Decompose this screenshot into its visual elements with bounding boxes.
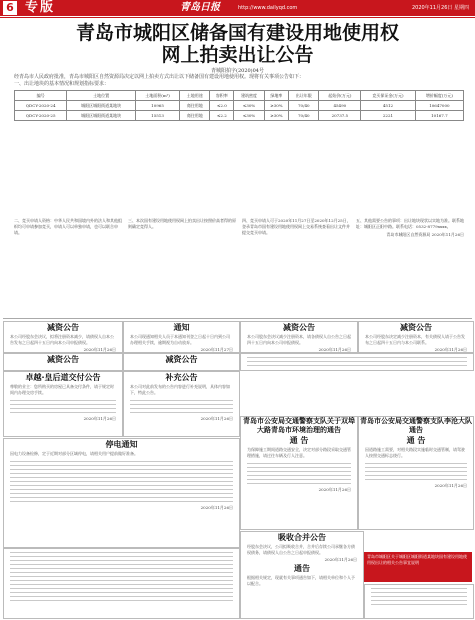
table-cell: 15513 bbox=[136, 111, 180, 121]
table-cell: 商住用地 bbox=[180, 101, 210, 111]
notice-power-outage bbox=[3, 438, 240, 548]
table-header: 编号 bbox=[15, 91, 67, 101]
table-cell: ≥30% bbox=[264, 111, 288, 121]
table-header: 土地用途 bbox=[180, 91, 210, 101]
final-banner bbox=[364, 552, 472, 582]
final-banner-text: 青岛市城阳区关于城阳区城阳街道某地块国有建设用地使用权出让的相关公告事宜说明 bbox=[367, 554, 467, 565]
notice-title: 卓越·皇后道交付公告 bbox=[25, 373, 101, 382]
notice-title: 补充公告 bbox=[165, 373, 198, 382]
notice-body: 因电力设备检修，定于近期对部分区域停电，请相关用户提前做好准备。 bbox=[10, 451, 138, 456]
notice-body: 尊敬的业主：您所购买的房屋已具备交付条件，请于规定时间内办理交房手续。 bbox=[10, 384, 114, 395]
notice-filler-block bbox=[3, 548, 240, 619]
table-cell: ≤2.0 bbox=[210, 101, 234, 111]
intro-text-2: 一、出让地块的基本情况和规划指标要求： bbox=[14, 81, 110, 87]
table-header: 土地面积(m²) bbox=[136, 91, 180, 101]
table-header: 起始价(万元) bbox=[319, 91, 361, 101]
notice-heading: 通 告 bbox=[406, 436, 426, 445]
notice-signature: 2020年11月26日 bbox=[434, 347, 467, 352]
notice-signature: 2020年11月26日 bbox=[200, 505, 233, 510]
notice-filler-strip bbox=[240, 353, 474, 371]
notice-traffic-police-1 bbox=[240, 416, 358, 530]
table-cell: 2221 bbox=[361, 111, 416, 121]
body-column-1 bbox=[14, 218, 124, 318]
table-cell: 城阳区城阳街道某地块 bbox=[67, 111, 136, 121]
notice-body: 本公司经股东决定减少注册资本，有关债权人请于公告发布之日起四十五日内与本公司联系。 bbox=[365, 334, 465, 345]
body-column-2 bbox=[128, 218, 238, 318]
intro-text: 经青岛市人民政府批准，青岛市城阳区自然资源局决定以网上拍卖方式出让以下储备国有建设用地使用权。现将有关事项公告如下： bbox=[14, 74, 305, 80]
notice-title: 青岛市公安局交通警察支队关于双埠大路青岛市环境治理的通告 bbox=[243, 417, 355, 434]
notice-traffic-police-2 bbox=[358, 416, 474, 530]
notice-title: 吸收合并公告 bbox=[278, 533, 326, 542]
body-paragraph: 四、竞买申请人可于2020年11月27日至2020年12月25日，登录青岛市国有建设用地使用权网上交易系统查看出让文件并提交竞买申请。 bbox=[242, 218, 351, 235]
notice-title: 通告 bbox=[294, 564, 310, 573]
section-label: 专版 bbox=[25, 0, 56, 15]
body-paragraph: 五、其他需要公告的事项：出让地块现状以实地为准。联系地址：城阳区正阳中路。联系电话：0532-8779xxxx。 bbox=[356, 218, 464, 229]
notice-title: 减资公告 bbox=[400, 323, 432, 332]
notice-signature: 2020年11月26日 bbox=[83, 347, 116, 352]
table-cell: ≤30% bbox=[234, 101, 264, 111]
notice-title: 减资公告 bbox=[47, 323, 79, 332]
table-cell: 45490 bbox=[319, 101, 361, 111]
table-cell: 商住用地 bbox=[180, 111, 210, 121]
table-cell: ≤30% bbox=[234, 111, 264, 121]
notice-supplement bbox=[123, 371, 240, 437]
notice-body: 本公司现通知相关人员于本通知刊登之日起十日内到公司办理相关手续，逾期视为自动放弃。 bbox=[130, 334, 230, 345]
notice-title: 停电通知 bbox=[105, 440, 138, 449]
notice-capital-reduction-4 bbox=[3, 353, 123, 371]
notice-body: 因道路施工需要，对相关路段实施临时交通管制，请驾驶人按照交通标志绕行。 bbox=[365, 447, 465, 458]
notice-signature: 2020年11月27日 bbox=[200, 347, 233, 352]
table-header: 绿地率 bbox=[264, 91, 288, 101]
table-cell: 10965 bbox=[136, 101, 180, 111]
issue-date: 2020年11月26日 星期四 bbox=[411, 5, 469, 11]
document-number: 青城阳拍字(2020)04号 bbox=[211, 68, 264, 74]
notice-signature: 2020年11月26日 bbox=[318, 347, 351, 352]
table-header: 增价幅度(万元) bbox=[415, 91, 463, 101]
table-header: 出让年限 bbox=[289, 91, 319, 101]
table-cell: 70/40 bbox=[289, 101, 319, 111]
notice-body: 经股东会决议，公司拟吸收合并，合并后存续公司承继各方债权债务，请债权人自公告之日起申报债权。 bbox=[247, 544, 355, 555]
header-rule bbox=[0, 17, 475, 18]
notice-title: 减资公告 bbox=[283, 323, 315, 332]
table-cell: 10167.7 bbox=[415, 111, 463, 121]
headline-line-2: 网上拍卖出让公告 bbox=[161, 44, 314, 66]
notice-body: 为保障施工期间道路交通安全，决定对部分路段采取交通管理措施，请过往车辆及行人注意。 bbox=[247, 447, 351, 458]
section-divider bbox=[3, 318, 472, 319]
masthead-logo: 青岛日报 bbox=[180, 2, 220, 13]
notice-body: 根据相关规定，现就有关事项通告如下，请相关单位和个人予以配合。 bbox=[247, 575, 355, 586]
announcement-signature: 青岛市城阳区自然资源局 2020年11月26日 bbox=[386, 232, 464, 237]
announcement-headline bbox=[0, 22, 475, 66]
table-cell: 70/40 bbox=[289, 111, 319, 121]
page-number: 6 bbox=[3, 1, 17, 15]
notice-title: 青岛市公安局交通警察支队李沧大队通告 bbox=[360, 417, 472, 434]
notice-capital-reduction-5 bbox=[123, 353, 240, 371]
body-paragraph: 三、本次国有建设用地使用权网上拍卖出让按照价高者得的原则确定竞得人。 bbox=[128, 218, 236, 229]
body-column-4 bbox=[356, 218, 464, 318]
notice-filler-right bbox=[364, 584, 474, 619]
table-cell: ≥30% bbox=[264, 101, 288, 111]
table-row bbox=[15, 101, 464, 111]
notice-body: 本公司经股东会决议，拟将注册资本减少，请债权人自本公告发布之日起四十五日内向本公司申报债权。 bbox=[10, 334, 114, 345]
notice-body: 本公司股东会决议减少注册资本，请各债权人自公告之日起四十五日内向本公司申报债权。 bbox=[247, 334, 351, 345]
intro-paragraph bbox=[14, 74, 464, 88]
table-header: 竞买保证金(万元) bbox=[361, 91, 416, 101]
table-header: 容积率 bbox=[210, 91, 234, 101]
notice-body: 本公司对此前发布的公告内容进行补充说明，具体内容如下，特此公告。 bbox=[130, 384, 230, 395]
site-url: http://www.dailyqd.com bbox=[238, 5, 298, 11]
notice-title: 减资公告 bbox=[47, 355, 79, 364]
table-cell: 城阳区城阳街道某地块 bbox=[67, 101, 136, 111]
notice-signature: 2020年11月26日 bbox=[434, 483, 467, 488]
table-row bbox=[15, 111, 464, 121]
notice-capital-reduction-1 bbox=[3, 321, 123, 353]
table-cell: ≤2.2 bbox=[210, 111, 234, 121]
headline-line-1: 青岛市城阳区储备国有建设用地使用权 bbox=[75, 22, 399, 44]
notice-title: 通知 bbox=[173, 323, 190, 332]
notice-merger bbox=[240, 531, 364, 619]
table-cell: 10647000 bbox=[415, 101, 463, 111]
table-header: 建筑密度 bbox=[234, 91, 264, 101]
table-cell: 20737.5 bbox=[319, 111, 361, 121]
table-header: 土地位置 bbox=[67, 91, 136, 101]
parcel-table bbox=[14, 90, 464, 121]
notice-delivery bbox=[3, 371, 123, 437]
table-cell: QDCY-2020-24 bbox=[15, 101, 67, 111]
body-paragraph: 二、竞买申请人资格：中华人民共和国境内外的法人和其他组织均可申请参加竞买，申请人可以单独申请，也可以联合申请。 bbox=[14, 218, 122, 235]
notice-signature: 2020年11月26日 bbox=[318, 487, 351, 492]
notice-signature: 2020年11月26日 bbox=[200, 416, 233, 421]
notice-signature: 2020年11月26日 bbox=[83, 416, 116, 421]
notice-signature: 2020年11月26日 bbox=[324, 557, 357, 562]
top-header-bar bbox=[0, 0, 475, 16]
notice-capital-reduction-2 bbox=[240, 321, 358, 353]
notice-title: 减资公告 bbox=[165, 355, 198, 364]
notice-heading: 通 告 bbox=[289, 436, 309, 445]
notice-capital-reduction-3 bbox=[358, 321, 474, 353]
notice-general bbox=[123, 321, 240, 353]
table-header-row bbox=[15, 91, 464, 101]
table-cell: QDCY-2020-25 bbox=[15, 111, 67, 121]
body-column-3 bbox=[242, 218, 352, 318]
table-cell: 4512 bbox=[361, 101, 416, 111]
